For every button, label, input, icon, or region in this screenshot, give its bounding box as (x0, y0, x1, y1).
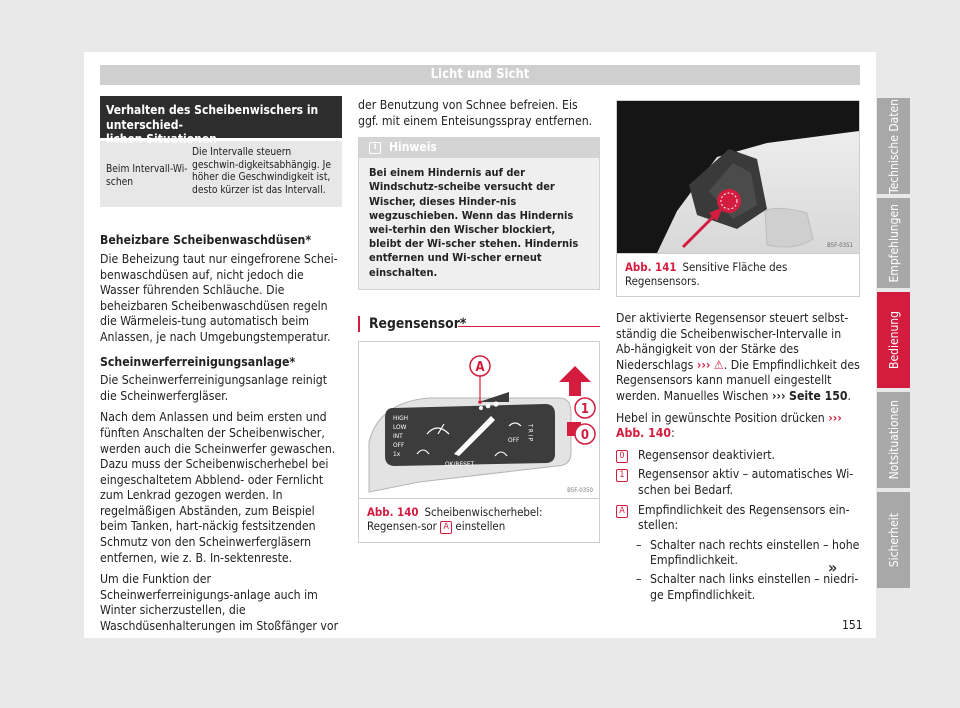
caption-number: Abb. 140 (367, 504, 419, 519)
paragraph: Um die Funktion der Scheinwerferreinigungs-anlage auch im Winter sicherzustellen, die Waschdüsenhalterungen im Stoßfänger vor (100, 572, 339, 634)
continue-icon: » (828, 558, 838, 577)
text-run: Hebel in gewünschte Position drücken (616, 410, 825, 425)
dash-text: Schalter nach rechts einstellen – hohe Empfindlichkeit. (650, 537, 860, 568)
legend-item (616, 467, 860, 498)
table-cell-text: Die Intervalle steuern geschwin-digkeitsabhängig. Je höher die Geschwindigkeit ist, desto kürzer ist das Intervall. (192, 147, 331, 196)
legend-list (616, 448, 860, 603)
figure-140 (358, 341, 600, 543)
legend-key: 0 (616, 450, 628, 463)
dash-bullet: – (636, 537, 642, 552)
table-title-line1: Verhalten des Scheibenwischers in unterschied- (106, 103, 319, 132)
paragraph: Die Scheinwerferreinigungsanlage reinigt die Scheinwerfergläser. (100, 373, 328, 403)
note-box (358, 137, 600, 290)
figure-caption (617, 253, 859, 296)
dash-text: Schalter nach links einstellen – niedri-ge Empfindlichkeit. (650, 571, 859, 602)
paragraph: Nach dem Anlassen und beim ersten und fünften Anschalten der Scheibenwischer, werden auch die Scheinwerfer gewaschen. Dazu muss der Scheibenwischerhebel bei eingeschaltetem Abblend- oder Fernlicht zum Lenkrad gezogen werden. In regelmäßigen Abständen, zum Beispiel beim Tanken, hart-näckig festsitzenden Schmutz von den Scheinwerfergläsern entfernen, wie z. B. In-sektenreste. (100, 410, 336, 565)
column-right (616, 100, 860, 606)
note-title: Hinweis (389, 140, 437, 155)
legend-key: A (616, 505, 628, 518)
caption-end: einstellen (455, 518, 506, 533)
figure-caption (359, 498, 599, 542)
side-tabs (877, 98, 910, 592)
text-run: : (671, 426, 675, 441)
stalk-label-low: LOW (393, 422, 407, 431)
table-cell-label: Beim Intervall-Wi-schen (106, 164, 188, 188)
text-run: Der aktivierte Regensensor steuert selbst-ständig die Scheibenwischer-Intervalle in Ab-hängigkeit von der Stärke des Niederschlags (616, 311, 849, 372)
dash-item (636, 538, 860, 569)
info-icon: i (369, 142, 381, 154)
tab-sicherheit[interactable] (877, 492, 910, 588)
figure-label-0: 0 (580, 427, 590, 443)
column-middle (358, 98, 600, 543)
tab-label: Empfehlungen (886, 203, 901, 283)
caption-number: Abb. 141 (625, 260, 677, 274)
stalk-label-off: OFF (393, 440, 405, 449)
rain-sensor-illustration (617, 101, 859, 253)
stalk-label-off2: OFF (508, 435, 520, 444)
legend-item (616, 448, 860, 464)
page-link[interactable]: Seite 150 (789, 388, 848, 403)
table-header (100, 96, 342, 146)
figure-link[interactable]: Abb. 140 (616, 426, 672, 441)
stalk-label-trip: T R I P (526, 423, 534, 441)
table-row (100, 138, 342, 207)
paragraph: der Benutzung von Schnee befreien. Eis ggf. mit einem Enteisungsspray entfernen. (358, 98, 593, 128)
tab-label: Bedienung (886, 311, 901, 369)
section-rule (458, 326, 600, 327)
tab-label: Sicherheit (886, 512, 901, 568)
dash-item (636, 572, 860, 603)
figure-code: B5F-0350 (567, 486, 593, 494)
tab-technische-daten[interactable] (877, 98, 910, 194)
figure-label-1: 1 (580, 401, 590, 417)
tab-empfehlungen[interactable] (877, 198, 910, 288)
wiper-stalk-illustration (359, 342, 599, 498)
dash-bullet: – (636, 571, 642, 586)
stalk-label-int: INT (393, 431, 403, 440)
tab-label: Technische Daten (886, 98, 901, 194)
caption-badge-a: A (440, 521, 452, 534)
figure-code: B5F-0351 (827, 242, 853, 249)
caption-text: Sensitive Fläche des Regensensors. (625, 260, 788, 288)
paragraph (616, 411, 860, 442)
paragraph (616, 311, 860, 405)
legend-item (616, 503, 860, 534)
note-header (359, 138, 599, 158)
warning-icon: ⚠ (713, 357, 724, 372)
page-number: 151 (842, 618, 863, 632)
text-run: . Die Empfindlichkeit des Regensensors kann manuell eingestellt werden. Manuelles Wischen (616, 357, 860, 403)
ref-arrows: ››› (696, 357, 711, 372)
stalk-label-1x: 1x (393, 449, 401, 458)
legend-key: 1 (616, 469, 628, 482)
note-text: Bei einem Hindernis auf der Windschutz-scheibe versucht der Wischer, dieses Hinder-nis wegzuschieben. Wenn das Hindernis wei-terhin den Wischer blockiert, bleibt der Wi-scher stehen. Hindernis entfernen und Wi-scher erneut einschalten. (359, 158, 599, 289)
stalk-label-reset: OK/RESET (445, 459, 475, 468)
table-title-line2: lichen Situationen (106, 132, 217, 146)
paragraph: Die Beheizung taut nur eingefrorene Schei-benwaschdüsen auf, nicht jedoch die Wasser führenden Schläuche. Die beheizbaren Scheibenwaschdüsen regeln die Wärmeleis-tung automatisch beim Anlassen, je nach Umgebungstemperatur. (100, 251, 338, 344)
stalk-label-high: HIGH (393, 413, 409, 422)
text-run: . (847, 388, 852, 403)
legend-text: Regensensor deaktiviert. (638, 447, 775, 462)
heading-headlight-washer: Scheinwerferreinigungsanlage* (100, 354, 296, 369)
figure-141 (616, 100, 860, 297)
tab-bedienung[interactable] (877, 292, 910, 388)
page-header: Licht und Sicht (100, 65, 860, 85)
heading-heated-nozzles: Beheizbare Scheibenwaschdüsen* (100, 233, 312, 248)
ref-arrows[interactable]: ››› (828, 410, 842, 425)
caption-text: Scheibenwischerhebel: Regensen-sor (367, 504, 543, 533)
section-title: Regensensor* (358, 316, 600, 332)
tab-label: Notsituationen (886, 400, 901, 480)
column-left (100, 96, 342, 641)
legend-text: Empfindlichkeit des Regensensors ein-stellen: (638, 502, 850, 533)
ref-arrows[interactable]: ››› (772, 388, 786, 403)
figure-label-a: A (475, 359, 485, 375)
legend-text: Regensensor aktiv – automatisches Wi-schen bei Bedarf. (638, 467, 854, 497)
tab-notsituationen[interactable] (877, 392, 910, 488)
